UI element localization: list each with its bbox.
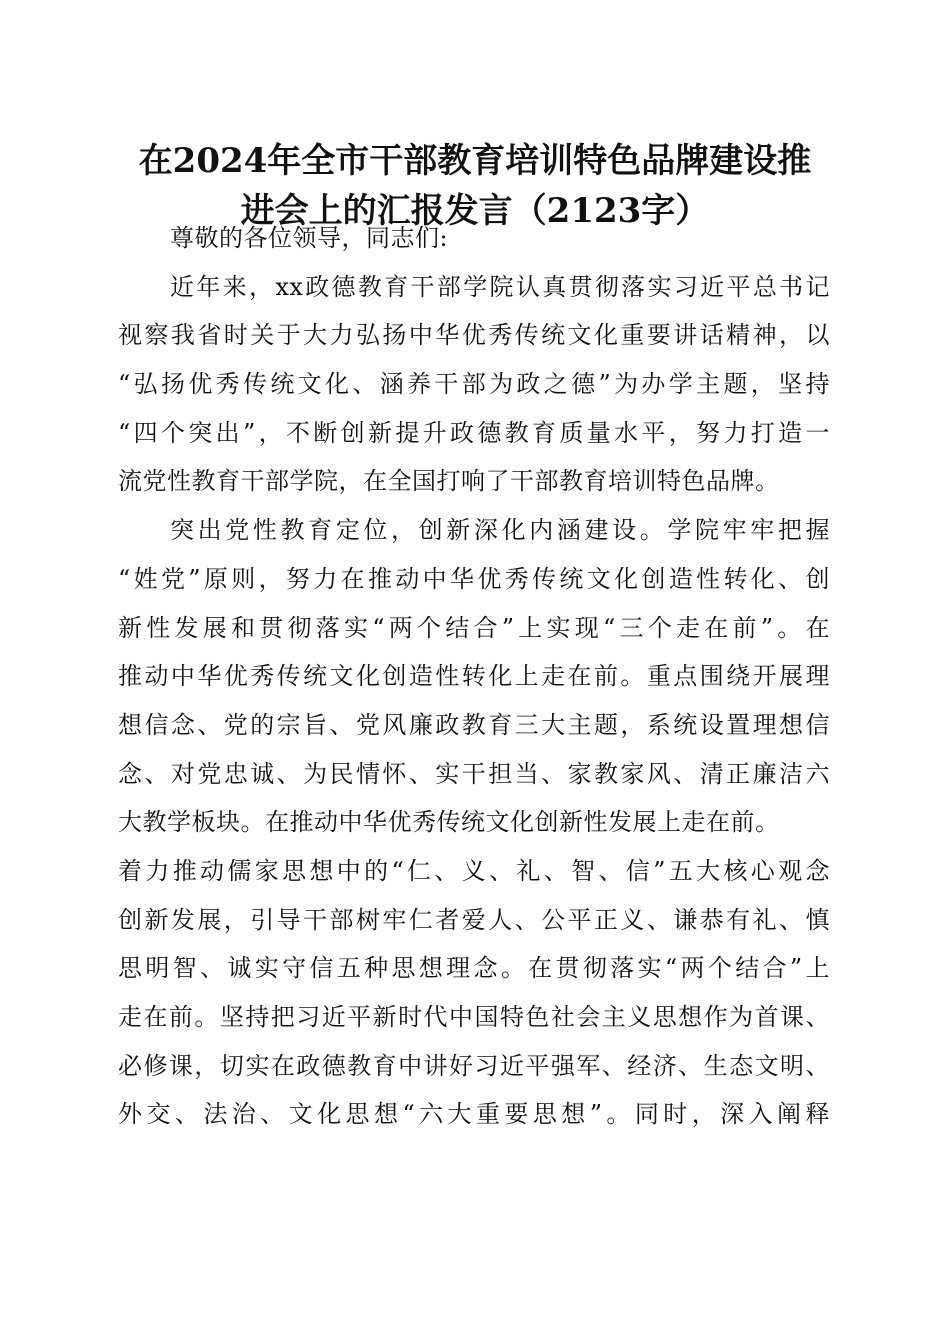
paragraph-line: 新性发展和贯彻落实“两个结合”上实现“三个走在前”。在 — [118, 613, 830, 642]
paragraph-line: 突出党性教育定位，创新深化内涵建设。学院牢牢把握 — [170, 516, 830, 545]
greeting: 尊敬的各位领导，同志们: — [170, 224, 449, 252]
paragraph-2 — [118, 506, 830, 1139]
title-line-2: 进会上的汇报发言（2123字） — [240, 191, 710, 231]
paragraph-line: 走在前。坚持把习近平新时代中国特色社会主义思想作为首课、 — [118, 1003, 830, 1031]
paragraph-line: 大教学板块。在推动中华优秀传统文化创新性发展上走在前。 — [118, 808, 780, 837]
paragraph-line: 着力推动儒家思想中的“仁、义、礼、智、信”五大核心观念 — [118, 856, 830, 885]
paragraph-line: “弘扬优秀传统文化、涵养干部为政之德”为办学主题，坚持 — [118, 370, 830, 399]
paragraph-line: 视察我省时关于大力弘扬中华优秀传统文化重要讲话精神，以 — [118, 321, 830, 350]
paragraph-line: 外交、法治、文化思想“六大重要思想”。同时，深入阐释 — [118, 1100, 830, 1129]
paragraph-line: 思明智、诚实守信五种思想理念。在贯彻落实“两个结合”上 — [118, 954, 830, 983]
paragraph-line: 念、对党忠诚、为民情怀、实干担当、家教家风、清正廉洁六 — [118, 759, 830, 788]
paragraph-line: 流党性教育干部学院，在全国打响了干部教育培训特色品牌。 — [118, 467, 780, 496]
paragraph-line: 推动中华优秀传统文化创造性转化上走在前。重点围绕开展理 — [118, 662, 830, 691]
paragraph-line: 必修课，切实在政德教育中讲好习近平强军、经济、生态文明、 — [118, 1051, 830, 1080]
paragraph-line: “姓党”原则，努力在推动中华优秀传统文化创造性转化、创 — [118, 564, 830, 593]
title-line-1: 在2024年全市干部教育培训特色品牌建设推 — [138, 141, 812, 181]
paragraph-line: 想信念、党的宗旨、党风廉政教育三大主题，系统设置理想信 — [118, 710, 830, 739]
paragraph-line: 创新发展，引导干部树牢仁者爱人、公平正义、谦恭有礼、慎 — [118, 905, 830, 934]
paragraph-1 — [118, 263, 830, 506]
paragraph-line: “四个突出”，不断创新提升政德教育质量水平，努力打造一 — [118, 418, 830, 447]
paragraph-line: 近年来，xx政德教育干部学院认真贯彻落实习近平总书记 — [170, 272, 830, 301]
document-body — [118, 214, 830, 1139]
